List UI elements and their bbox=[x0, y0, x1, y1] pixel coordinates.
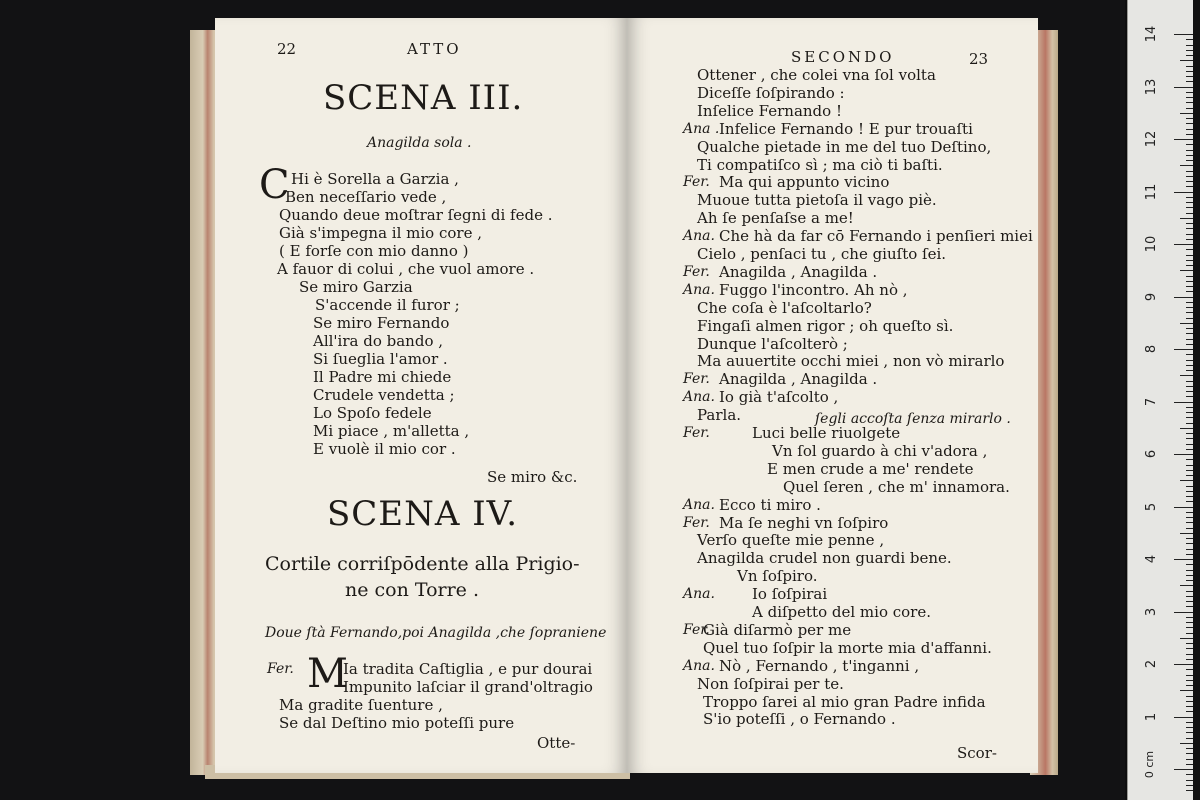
dialogue-line: Io già t'aſcolto , bbox=[719, 388, 839, 407]
dialogue-line: Quel ſeren , che m' innamora. bbox=[783, 477, 1010, 496]
speaker-label: Fer. bbox=[683, 621, 710, 638]
dialogue-line: Troppo ſarei al mio gran Padre infida bbox=[703, 692, 986, 711]
scene-3-cast: Anagilda sola . bbox=[367, 135, 472, 151]
ruler-label: 7 bbox=[1144, 397, 1159, 406]
page-number-left: 22 bbox=[277, 40, 297, 58]
ruler-tick bbox=[1174, 769, 1194, 770]
ruler-label: 12 bbox=[1144, 130, 1159, 148]
ruler-tick bbox=[1180, 428, 1194, 429]
dialogue-line: Che hà da far cō Fernando i penſieri miei bbox=[719, 227, 1033, 246]
verse-line: Hi è Sorella a Garzia , bbox=[291, 170, 459, 188]
dialogue-line: Inſelice Fernando ! bbox=[697, 101, 842, 120]
ruler-tick bbox=[1174, 139, 1194, 140]
refrain-note: Se miro &c. bbox=[487, 468, 578, 486]
verse-line: Se dal Deſtino mio poteſſi pure bbox=[279, 714, 515, 732]
dialogue-line: Infelice Fernando ! E pur trouaſti bbox=[719, 119, 973, 138]
measurement-ruler bbox=[1127, 0, 1194, 800]
ruler-tick bbox=[1180, 533, 1194, 534]
catchword-left: Otte- bbox=[537, 734, 576, 752]
verse-line: E vuolè il mio cor . bbox=[313, 440, 456, 458]
dialogue-line: Cielo , penſaci tu , che giuſto ſei. bbox=[697, 245, 947, 263]
verse-line: Già s'impegna il mio core , bbox=[279, 224, 482, 242]
ruler-tick bbox=[1180, 743, 1194, 744]
speaker-label: Ana . bbox=[683, 120, 720, 137]
dialogue-line: S'io poteſſi , o Fernando . bbox=[703, 710, 896, 729]
speaker-label: Fer. bbox=[683, 263, 710, 280]
verse-line: Se miro Fernando bbox=[313, 314, 450, 332]
ruler-label: 4 bbox=[1144, 554, 1159, 564]
ruler-label: 9 bbox=[1144, 292, 1159, 301]
ruler-tick bbox=[1174, 349, 1194, 350]
verse-line: Ma gradite ſuenture , bbox=[279, 696, 443, 714]
ruler-label: 8 bbox=[1144, 344, 1159, 354]
dialogue-line: Parla. bbox=[697, 406, 742, 425]
ruler-shadow bbox=[1193, 0, 1200, 800]
scene-4-stage-direction: Doue ſtà Fernando,poi Anagilda ,che ſopraniene bbox=[265, 625, 607, 641]
verse-line: Mi piace , m'alletta , bbox=[313, 422, 470, 440]
dialogue-line: Luci belle riuolgete bbox=[752, 424, 901, 442]
ruler-unit: 0 cm bbox=[1143, 750, 1157, 779]
ruler-tick bbox=[1174, 192, 1194, 193]
scene-4-title: SCENA IV. bbox=[327, 494, 519, 534]
dialogue-line: Ottener , che colei vna ſol volta bbox=[697, 66, 936, 84]
ruler-label: 13 bbox=[1144, 78, 1159, 95]
ruler-label: 10 bbox=[1144, 235, 1159, 253]
dialogue-line: Qualche pietade in me del tuo Deſtino, bbox=[697, 137, 992, 156]
verse-line: Ia tradita Caſtiglia , e pur dourai bbox=[343, 660, 593, 678]
ruler-tick bbox=[1174, 664, 1194, 665]
ruler-tick bbox=[1174, 717, 1194, 718]
ruler-label: 2 bbox=[1144, 659, 1159, 669]
ruler-tick bbox=[1180, 60, 1194, 61]
dialogue-line: Vn ſoſpiro. bbox=[737, 567, 818, 586]
ruler-label: 11 bbox=[1144, 183, 1159, 200]
speaker-label: Ana. bbox=[683, 228, 715, 245]
dialogue-line: Fuggo l'incontro. Ah nò , bbox=[719, 280, 908, 299]
dialogue-line: Diceſſe ſoſpirando : bbox=[697, 83, 845, 102]
dialogue-line: Vn ſol guardo à chi v'adora , bbox=[772, 441, 988, 460]
ruler-tick bbox=[1174, 402, 1194, 403]
ruler-tick bbox=[1180, 165, 1194, 166]
ruler-tick bbox=[1180, 480, 1194, 481]
ruler-tick bbox=[1174, 87, 1194, 88]
scene-4-setting-line2: ne con Torre . bbox=[345, 579, 480, 601]
dialogue-line: Anagilda , Anagilda . bbox=[719, 262, 878, 281]
dialogue-line: Fingaſi almen rigor ; oh queſto sì. bbox=[697, 316, 954, 335]
dialogue-line: E men crude a me' rendete bbox=[767, 459, 974, 478]
verse-line: Crudele vendetta ; bbox=[313, 386, 455, 404]
verse-line: ( E forſe con mio danno ) bbox=[279, 242, 469, 260]
verse-line: All'ira do bando , bbox=[313, 332, 444, 350]
speaker-label: Fer. bbox=[683, 174, 710, 191]
ruler-label: 5 bbox=[1144, 502, 1159, 511]
ruler-tick bbox=[1174, 244, 1194, 245]
dialogue-line: Non ſoſpirai per te. bbox=[697, 674, 844, 693]
stage-direction-aside: ſegli accoſta ſenza mirarlo . bbox=[815, 411, 1011, 427]
speaker-label: Ana. bbox=[683, 281, 715, 298]
ruler-tick bbox=[1174, 612, 1194, 613]
speaker-label: Ana. bbox=[683, 586, 715, 603]
scene-4-setting-line1: Cortile corriſpōdente alla Prigio- bbox=[265, 553, 580, 575]
ruler-tick bbox=[1180, 270, 1194, 271]
dialogue-line: Muoue tutta pietoſa il vago piè. bbox=[697, 191, 937, 210]
dialogue-line: Dunque l'aſcolterò ; bbox=[697, 334, 848, 353]
verse-line: Lo Spoſo fedele bbox=[313, 404, 432, 422]
scene-4-dropcap: M bbox=[307, 651, 348, 697]
scene-3-dropcap: C bbox=[259, 162, 290, 208]
speaker-label: Ana. bbox=[683, 657, 715, 674]
dialogue-line: Anagilda , Anagilda . bbox=[719, 370, 878, 389]
ruler-tick bbox=[1180, 323, 1194, 324]
dialogue-line: Ecco ti miro . bbox=[719, 495, 821, 514]
dialogue-line: Anagilda crudel non guardi bene. bbox=[697, 549, 952, 568]
left-page bbox=[215, 18, 627, 773]
verse-line: Si ſueglia l'amor . bbox=[313, 350, 448, 368]
page-number-right: 23 bbox=[969, 50, 989, 68]
ruler-tick bbox=[1174, 559, 1194, 560]
dialogue-line: Che coſa è l'aſcoltarlo? bbox=[697, 298, 872, 317]
dialogue-line: Ma ſe neghi vn ſoſpiro bbox=[719, 513, 889, 532]
verse-line: Impunito laſciar il grand'oltragio bbox=[343, 678, 593, 696]
dialogue-line: A diſpetto del mio core. bbox=[752, 603, 931, 621]
ruler-label: 3 bbox=[1144, 607, 1159, 616]
dialogue-line: Già diſarmò per me bbox=[703, 620, 852, 639]
ruler-label: 1 bbox=[1144, 712, 1159, 721]
ruler-tick bbox=[1180, 585, 1194, 586]
speaker-label: Fer. bbox=[683, 371, 710, 388]
right-page bbox=[627, 18, 1038, 773]
ruler-tick bbox=[1174, 454, 1194, 455]
dialogue-line: Quel tuo ſoſpir la morte mia d'affanni. bbox=[703, 638, 992, 657]
speaker-label: Ana. bbox=[683, 496, 715, 513]
catchword-right: Scor- bbox=[957, 744, 997, 762]
speaker-label: Fer. bbox=[683, 425, 710, 441]
scene-3-title: SCENA III. bbox=[323, 78, 524, 118]
ruler-label: 6 bbox=[1144, 449, 1159, 459]
speaker-label: Fer. bbox=[267, 661, 294, 677]
dialogue-line: Verſo queſte mie penne , bbox=[697, 531, 885, 550]
ruler-tick bbox=[1174, 297, 1194, 298]
verse-line: Se miro Garzia bbox=[299, 278, 413, 296]
running-head-left: ATTO bbox=[407, 40, 462, 58]
ruler-tick bbox=[1180, 690, 1194, 691]
speaker-label: Fer. bbox=[683, 514, 710, 531]
verse-line: A fauor di colui , che vuol amore . bbox=[277, 260, 535, 278]
ruler-tick bbox=[1180, 113, 1194, 114]
dialogue-line: Ma auuertite occhi miei , non vò mirarlo bbox=[697, 352, 1005, 371]
ruler-tick bbox=[1174, 34, 1194, 35]
dialogue-line: Io ſoſpirai bbox=[752, 585, 828, 604]
verse-line: Il Padre mi chiede bbox=[313, 368, 452, 386]
ruler-tick bbox=[1180, 375, 1194, 376]
ruler-tick bbox=[1180, 638, 1194, 639]
ruler-label: 14 bbox=[1144, 25, 1159, 43]
verse-line: Ben neceſſario vede , bbox=[285, 188, 447, 206]
ruler-tick bbox=[1174, 507, 1194, 508]
dialogue-line: Nò , Fernando , t'inganni , bbox=[719, 656, 920, 675]
dialogue-line: Ah ſe penſaſse a me! bbox=[697, 209, 854, 228]
verse-line: Quando deue moſtrar ſegni di fede . bbox=[279, 206, 553, 224]
ruler-tick bbox=[1180, 218, 1194, 219]
running-head-right: SECONDO bbox=[791, 48, 895, 66]
speaker-label: Ana. bbox=[683, 389, 715, 406]
dialogue-line: Ti compatiſco sì ; ma ciò ti baſti. bbox=[697, 155, 943, 174]
verse-line: S'accende il furor ; bbox=[315, 296, 460, 314]
dialogue-line: Ma qui appunto vicino bbox=[719, 173, 890, 192]
